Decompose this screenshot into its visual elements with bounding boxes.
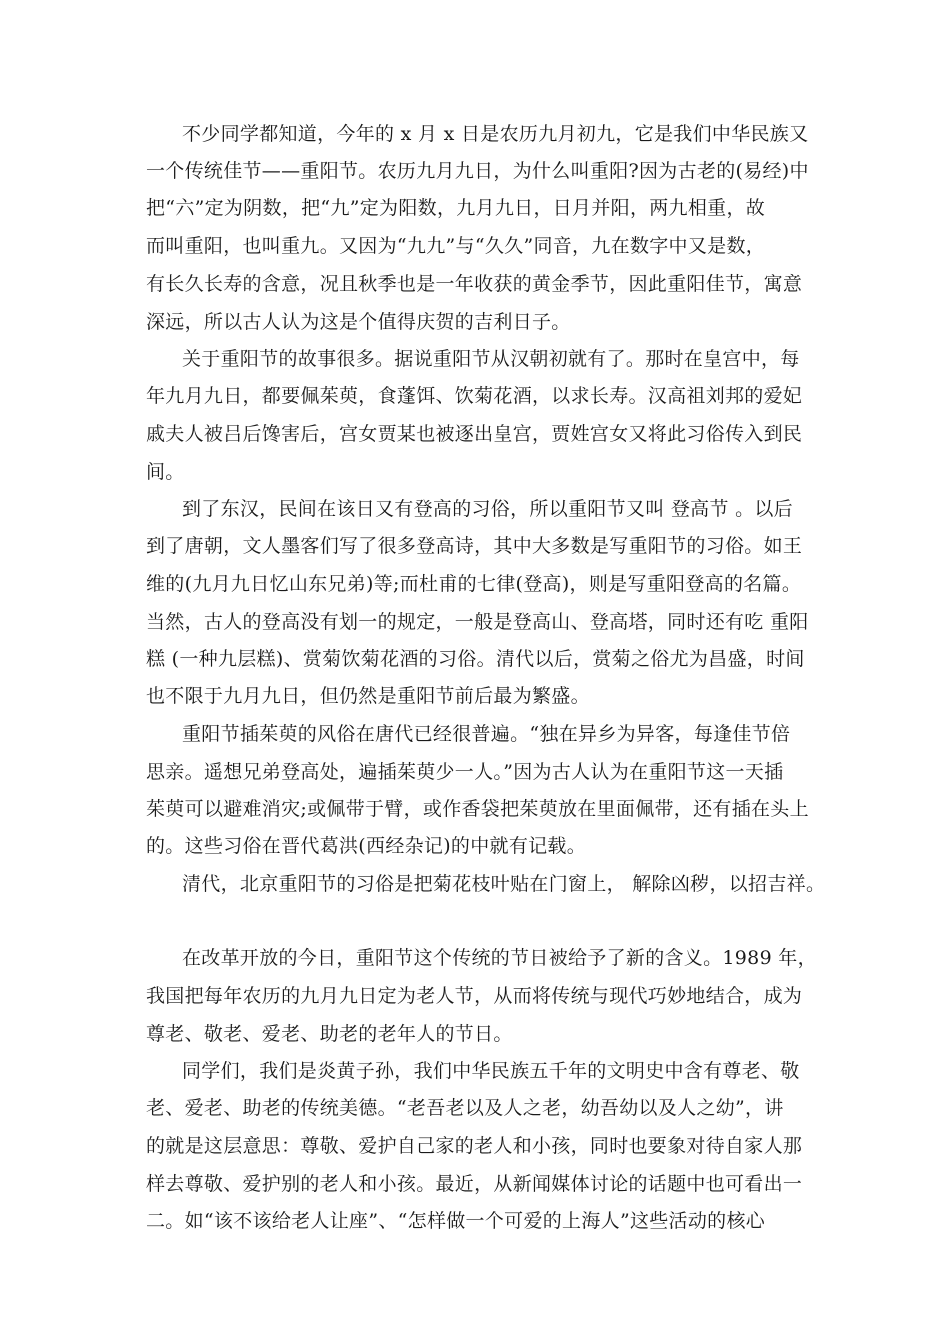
- text-line: 同学们，我们是炎黄子孙，我们中华民族五千年的文明史中含有尊老、敬: [182, 1060, 800, 1082]
- text-line: 的就是这层意思：尊敬、爱护自己家的老人和小孩，同时也要象对待自家人那: [146, 1135, 803, 1157]
- text-line: 在改革开放的今日，重阳节这个传统的节日被给予了新的含义。1989 年，: [182, 947, 817, 969]
- text-line: 当然，古人的登高没有划一的规定，一般是登高山、登高塔，同时还有吃 重阳: [146, 611, 809, 633]
- text-line: 一个传统佳节——重阳节。农历九月九日，为什么叫重阳?因为古老的(易经)中: [146, 160, 809, 182]
- text-line: 维的(九月九日忆山东兄弟)等;而杜甫的七律(登高)，则是写重阳登高的名篇。: [146, 573, 802, 595]
- text-line: 样去尊敬、爱护别的老人和小孩。最近，从新闻媒体讨论的话题中也可看出一: [146, 1173, 803, 1195]
- text-line: 到了东汉，民间在该日又有登高的习俗，所以重阳节又叫 登高节 。以后: [182, 498, 793, 520]
- text-line: 深远，所以古人认为这是个值得庆贺的吉利日子。: [146, 311, 571, 333]
- text-line: 茱萸可以避难消灾;或佩带于臂，或作香袋把茱萸放在里面佩带，还有插在头上: [146, 798, 809, 820]
- text-line: 老、爱老、助老的传统美德。“老吾老以及人之老，幼吾幼以及人之幼”，讲: [146, 1097, 784, 1119]
- text-line: 尊老、敬老、爱老、助老的老年人的节日。: [146, 1023, 513, 1045]
- text-line: 戚夫人被吕后馋害后，宫女贾某也被逐出皇宫，贾姓宫女又将此习俗传入到民: [146, 423, 803, 445]
- text-line: 年九月九日，都要佩茱萸，食蓬饵、饮菊花酒，以求长寿。汉高祖刘邦的爱妃: [146, 385, 803, 407]
- text-line: 清代，北京重阳节的习俗是把菊花枝叶贴在门窗上， 解除凶秽，以招吉祥。: [182, 873, 826, 895]
- text-line: 二。如“该不该给老人让座”、“怎样做一个可爱的上海人”这些活动的核心: [146, 1210, 766, 1232]
- text-line: 的。这些习俗在晋代葛洪(西经杂记)的中就有记载。: [146, 835, 587, 857]
- text-line: 间。: [146, 461, 185, 483]
- text-line: 关于重阳节的故事很多。据说重阳节从汉朝初就有了。那时在皇宫中，每: [182, 348, 800, 370]
- text-line: 重阳节插茱萸的风俗在唐代已经很普遍。“独在异乡为异客，每逢佳节倍: [182, 723, 791, 745]
- text-line: 有长久长寿的含意，况且秋季也是一年收获的黄金季节，因此重阳佳节，寓意: [146, 273, 803, 295]
- text-line: 糕 (一种九层糕)、赏菊饮菊花酒的习俗。清代以后，赏菊之俗尤为昌盛，时间: [146, 648, 805, 670]
- text-line: 到了唐朝，文人墨客们写了很多登高诗，其中大多数是写重阳节的习俗。如王: [146, 535, 803, 557]
- text-line: 我国把每年农历的九月九日定为老人节，从而将传统与现代巧妙地结合，成为: [146, 985, 803, 1007]
- text-line: 把“六”定为阴数，把“九”定为阳数，九月九日，日月并阳，两九相重，故: [146, 197, 766, 219]
- text-line: 不少同学都知道，今年的 x 月 x 日是农历九月初九，它是我们中华民族又: [182, 123, 809, 145]
- text-line: 而叫重阳，也叫重九。又因为“九九”与“久久”同音，九在数字中又是数，: [146, 235, 766, 257]
- text-line: 也不限于九月九日，但仍然是重阳节前后最为繁盛。: [146, 685, 590, 707]
- text-line: 思亲。遥想兄弟登高处，遍插茱萸少一人。”因为古人认为在重阳节这一天插: [146, 761, 784, 783]
